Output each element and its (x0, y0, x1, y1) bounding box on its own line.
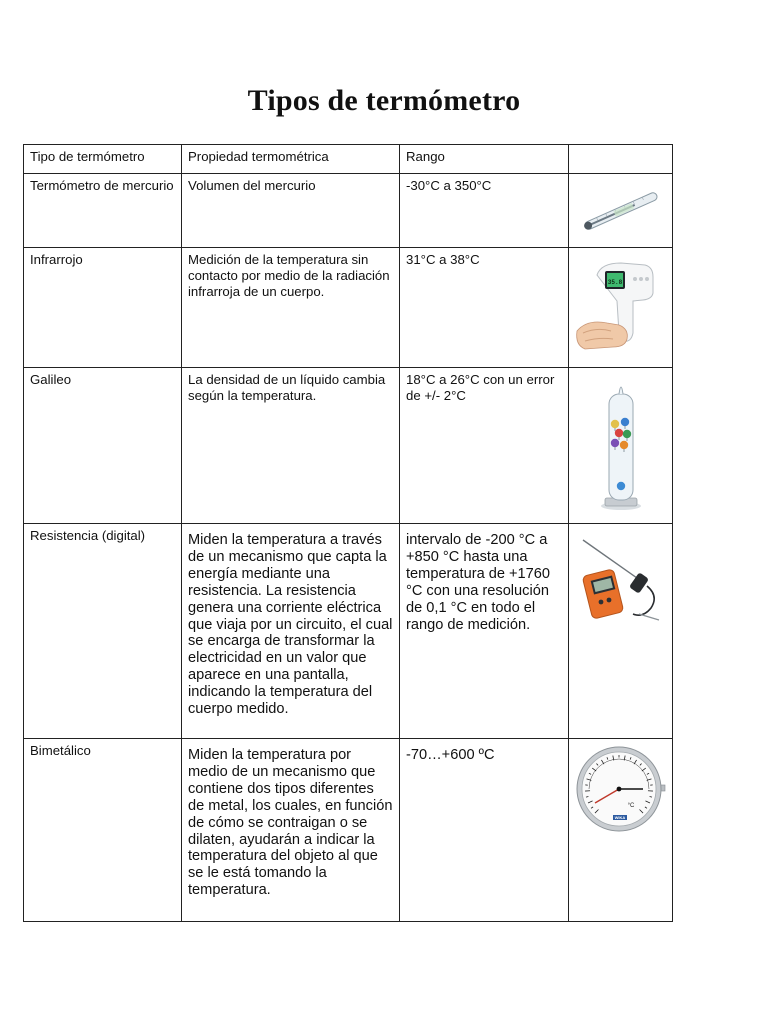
cell-propiedad: Volumen del mercurio (182, 174, 400, 248)
table-row (24, 174, 673, 248)
cell-tipo: Resistencia (digital) (24, 524, 182, 739)
dial-unit: °C (627, 803, 634, 809)
digital-probe-thermometer-icon (573, 534, 669, 630)
table-row (24, 524, 673, 739)
cell-image (569, 174, 673, 248)
mercury-thermometer-icon (576, 181, 666, 241)
page-title: Tipos de termómetro (247, 84, 521, 117)
cell-rango: -70…+600 ºC (400, 739, 569, 922)
thermometer-table (23, 144, 673, 922)
cell-rango: 31°C a 38°C (400, 248, 569, 368)
table-row (24, 368, 673, 524)
header-propiedad: Propiedad termométrica (182, 145, 400, 174)
table-row (24, 248, 673, 368)
table-header-row (24, 145, 673, 174)
ir-display-reading: 35.8 (607, 278, 622, 286)
cell-rango: 18°C a 26°C con un error de +/- 2°C (400, 368, 569, 524)
cell-propiedad: Miden la temperatura a través de un mecanismo que capta la energía mediante una resistencia. La resistencia genera una corriente eléctrica que viaja por un circuito, el cual se encarga de transformar la electricidad en un valor que aparece en una pantalla, indicando la temperatura del cuerpo medido. (182, 524, 400, 739)
header-rango: Rango (400, 145, 569, 174)
cell-tipo: Bimetálico (24, 739, 182, 922)
cell-image (569, 524, 673, 739)
cell-tipo: Infrarrojo (24, 248, 182, 368)
header-tipo: Tipo de termómetro (24, 145, 182, 174)
cell-image (569, 739, 673, 922)
infrared-thermometer-icon (573, 253, 669, 363)
cell-image (569, 368, 673, 524)
galileo-thermometer-icon (591, 376, 651, 516)
dial-brand: WIKA (614, 815, 625, 821)
cell-propiedad: La densidad de un líquido cambia según la temperatura. (182, 368, 400, 524)
cell-tipo: Termómetro de mercurio (24, 174, 182, 248)
header-image (569, 145, 673, 174)
bimetallic-dial-thermometer-icon (573, 745, 669, 837)
cell-rango: intervalo de -200 °C a +850 °C hasta una temperatura de +1760 °C con una resolución de 0,1 °C en todo el rango de medición. (400, 524, 569, 739)
cell-propiedad: Miden la temperatura por medio de un mecanismo que contiene dos tipos diferentes de metal, los cuales, en función de cómo se contraigan o se dilaten, ayudarán a indicar la temperatura del objeto al que se le está tomando la temperatura. (182, 739, 400, 922)
table-row (24, 739, 673, 922)
cell-rango: -30°C a 350°C (400, 174, 569, 248)
cell-tipo: Galileo (24, 368, 182, 524)
cell-image (569, 248, 673, 368)
cell-propiedad: Medición de la temperatura sin contacto por medio de la radiación infrarroja de un cuerpo. (182, 248, 400, 368)
